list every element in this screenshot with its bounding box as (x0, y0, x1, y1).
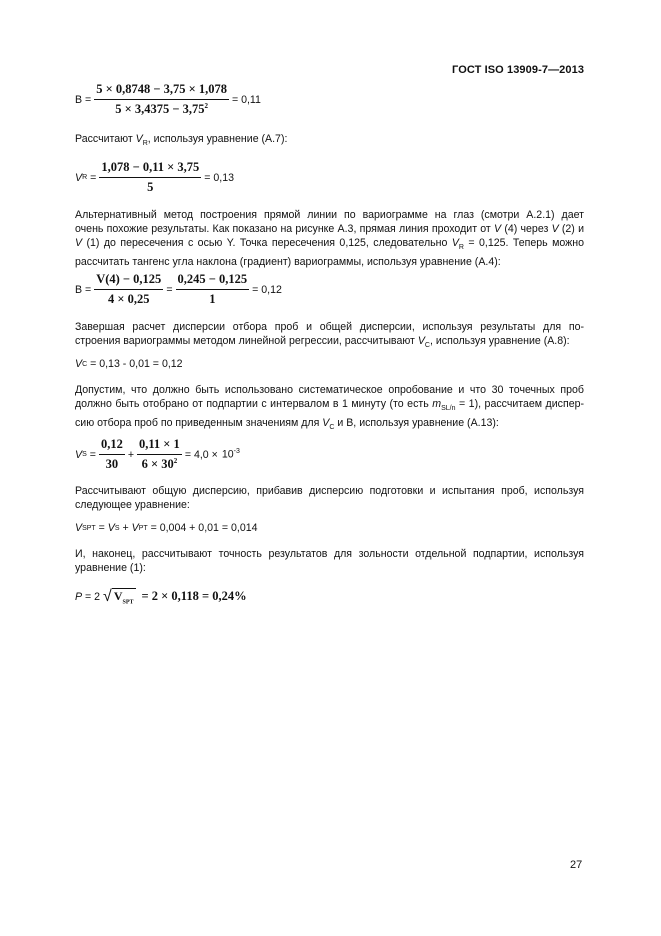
eq-vspt-result: = 0,004 + 0,01 = 0,014 (147, 522, 258, 534)
eq-vr-numerator: 1,078 − 0,11 × 3,75 (99, 160, 201, 178)
p2-line-2-a: очень похожие результаты. Как показано на рисунке А.3, прямая линия проходит от (75, 223, 495, 235)
p5-line-1: Рассчитывают общую дисперсию, прибавив дисперсию подготовки и испытания проб, используя (75, 485, 584, 497)
eq-p-equals: = 2 (82, 590, 101, 603)
p2-line-1: Альтернативный метод построения прямой линии по вариограмме на глаз (смотри А.2.1) дает (75, 209, 584, 221)
p1-var: V (135, 133, 143, 145)
sqrt-radicand-var: V (113, 589, 123, 603)
eq-b2-denominator-2: 1 (209, 292, 216, 306)
p2-line-3 (75, 236, 584, 255)
eq-vs-numerator-2: 0,11 × 1 (137, 437, 182, 455)
eq-vs-sub: S (82, 451, 87, 459)
p2-line-3-var2: V (451, 237, 459, 249)
p4-line-3 (75, 416, 584, 435)
p2-line-2-c: (2) и (558, 223, 584, 235)
eq-vs-power-exp: -3 (233, 448, 240, 456)
eq-b2-denominator-1: 4 × 0,25 (108, 292, 150, 306)
p6-line-1: И, наконец, рассчитывают точность результатов для зольности отдельной подпартии, используя (75, 548, 584, 560)
p4-line-2-var: m (432, 398, 442, 410)
eq-b-numerator: 5 × 0,8748 − 3,75 × 1,078 (94, 82, 229, 100)
p5-line-2: следующее уравнение: (75, 499, 190, 511)
p2-line-4: рассчитать тангенс угла наклона (градиент) вариограммы, используя уравнение (А.4): (75, 256, 501, 269)
eq-vs-plus: + (127, 448, 134, 461)
p3-line-2-var: V (417, 335, 425, 347)
eq-b-lhs: B = (75, 93, 92, 106)
eq-vspt-equals: = (95, 522, 108, 534)
eq-b2-equals: = (166, 283, 173, 296)
equation-b-graphical (75, 272, 282, 307)
p4-line-1: Допустим, что должно быть использовано систематическое опробование и что 30 точечных проб (75, 384, 584, 396)
paragraph-alternative-method (75, 208, 584, 269)
paragraph-calc-vr (75, 132, 584, 151)
eq-vspt-var-1: V (75, 522, 83, 534)
p4-line-3-b: и B, используя уравнение (А.13): (334, 417, 499, 430)
eq-vr-var: V (75, 171, 83, 184)
equation-vr (75, 160, 234, 195)
eq-b-fraction (94, 82, 229, 117)
eq-vr-denominator: 5 (147, 180, 154, 194)
eq-b2-result: = 0,12 (252, 283, 282, 296)
p2-line-2-b: (4) через (501, 223, 552, 235)
p2-line-3-sub: R (458, 244, 464, 252)
paragraph-total-variance (75, 484, 584, 512)
p4-line-2-sub: SL/n (441, 405, 456, 413)
standard-header: ГОСТ ISO 13909-7—2013 (452, 64, 585, 76)
eq-vspt-plus: + (119, 522, 132, 534)
eq-vs-fraction-2 (137, 437, 182, 472)
p3-line-1: Завершая расчет дисперсии отбора проб и общей дисперсии, используя результаты для по- (75, 321, 584, 333)
eq-vs-equals: = (89, 448, 96, 461)
eq-b-denominator-text: 5 × 3,4375 − 3,75 (115, 102, 205, 117)
p2-line-2-var2: V (551, 223, 559, 235)
equation-vc (75, 358, 183, 370)
eq-b2-fraction-2 (176, 272, 250, 307)
eq-b-denominator-exponent: 2 (204, 102, 208, 110)
eq-vs-denominator-2 (142, 455, 178, 472)
eq-vc-var: V (75, 358, 83, 370)
paragraph-systematic-sampling (75, 383, 584, 435)
eq-vs-result: = 4,0 × (184, 448, 218, 461)
eq-p-var: P (75, 590, 83, 603)
sqrt-radicand-sub: SPT (122, 599, 134, 606)
eq-vr-fraction (99, 160, 201, 195)
equation-b-regression (75, 82, 261, 117)
p2-line-3-b: = 0,125. Теперь можно (463, 237, 584, 249)
eq-vs-denominator-1: 30 (105, 457, 119, 472)
p3-line-2-a: строения вариограммы методом линейной регрессии, рассчитывают (75, 335, 418, 347)
eq-vspt-var-3: V (131, 522, 139, 534)
p4-line-3-sub: C (329, 424, 335, 432)
p2-line-2-var1: V (494, 223, 502, 235)
eq-vs-numerator-1: 0,12 (99, 437, 125, 455)
eq-vr-equals: = (90, 171, 97, 184)
equation-vspt (75, 522, 258, 534)
eq-b-result: = 0,11 (231, 93, 261, 106)
page-number: 27 (570, 859, 583, 871)
eq-vs-fraction-1 (99, 437, 125, 472)
paragraph-precision (75, 547, 584, 575)
p3-line-2-sub: C (424, 342, 430, 350)
p1-sub: R (142, 140, 148, 148)
eq-vc-sub: C (82, 360, 88, 368)
eq-vspt-sub-2: S (114, 524, 120, 532)
p2-line-3-var1: V (75, 237, 83, 249)
p1-text-pre: Рассчитают (75, 133, 136, 145)
p4-line-3-a: сию отбора проб по приведенным значениям для (75, 417, 323, 430)
eq-b2-numerator-1: V(4) − 0,125 (94, 272, 163, 290)
eq-vr-sub: R (82, 174, 88, 181)
equation-vs (75, 437, 240, 472)
eq-vs-var: V (75, 448, 83, 461)
eq-b2-fraction-1 (94, 272, 163, 307)
p3-line-2-b: , используя уравнение (А.8): (429, 335, 570, 347)
eq-b2-lhs: B = (75, 283, 92, 296)
p3-line-2 (75, 334, 584, 353)
p6-line-2: уравнение (1): (75, 562, 146, 574)
p2-line-3-a: (1) до пересечения с осью Y. Точка пересечения 0,125, следовательно (82, 237, 452, 249)
eq-vspt-sub-3: PT (138, 524, 148, 532)
radical-sign: √ (103, 588, 112, 606)
eq-vspt-var-2: V (107, 522, 115, 534)
eq-b2-numerator-2: 0,245 − 0,125 (176, 272, 250, 290)
eq-vs-denominator-2-text: 6 × 30 (141, 457, 174, 472)
eq-b-denominator (115, 100, 208, 117)
eq-p-result: = 2 × 0,118 = 0,24% (141, 589, 247, 604)
sqrt-symbol (103, 588, 135, 605)
eq-vspt-sub-1: SPT (82, 524, 96, 532)
eq-vr-result: = 0,13 (204, 171, 235, 184)
eq-vs-power (222, 448, 240, 461)
p4-line-3-var: V (322, 417, 330, 430)
eq-vs-denominator-2-exp: 2 (173, 457, 178, 465)
eq-vs-power-base: 10 (221, 448, 234, 461)
p1-text-post: , используя уравнение (А.7): (147, 133, 288, 145)
p4-line-2-b: = 1), рассчитаем диспер- (455, 398, 585, 410)
p2-line-2 (75, 222, 584, 236)
equation-precision (75, 588, 247, 605)
paragraph-completing-calc (75, 320, 584, 353)
p4-line-2-a: должно быть отобрано от подпартии с интервалом в 1 минуту (то есть (75, 398, 433, 410)
sqrt-radicand (112, 588, 136, 605)
eq-vc-rest: = 0,13 - 0,01 = 0,12 (87, 358, 183, 370)
p4-line-2 (75, 397, 584, 416)
